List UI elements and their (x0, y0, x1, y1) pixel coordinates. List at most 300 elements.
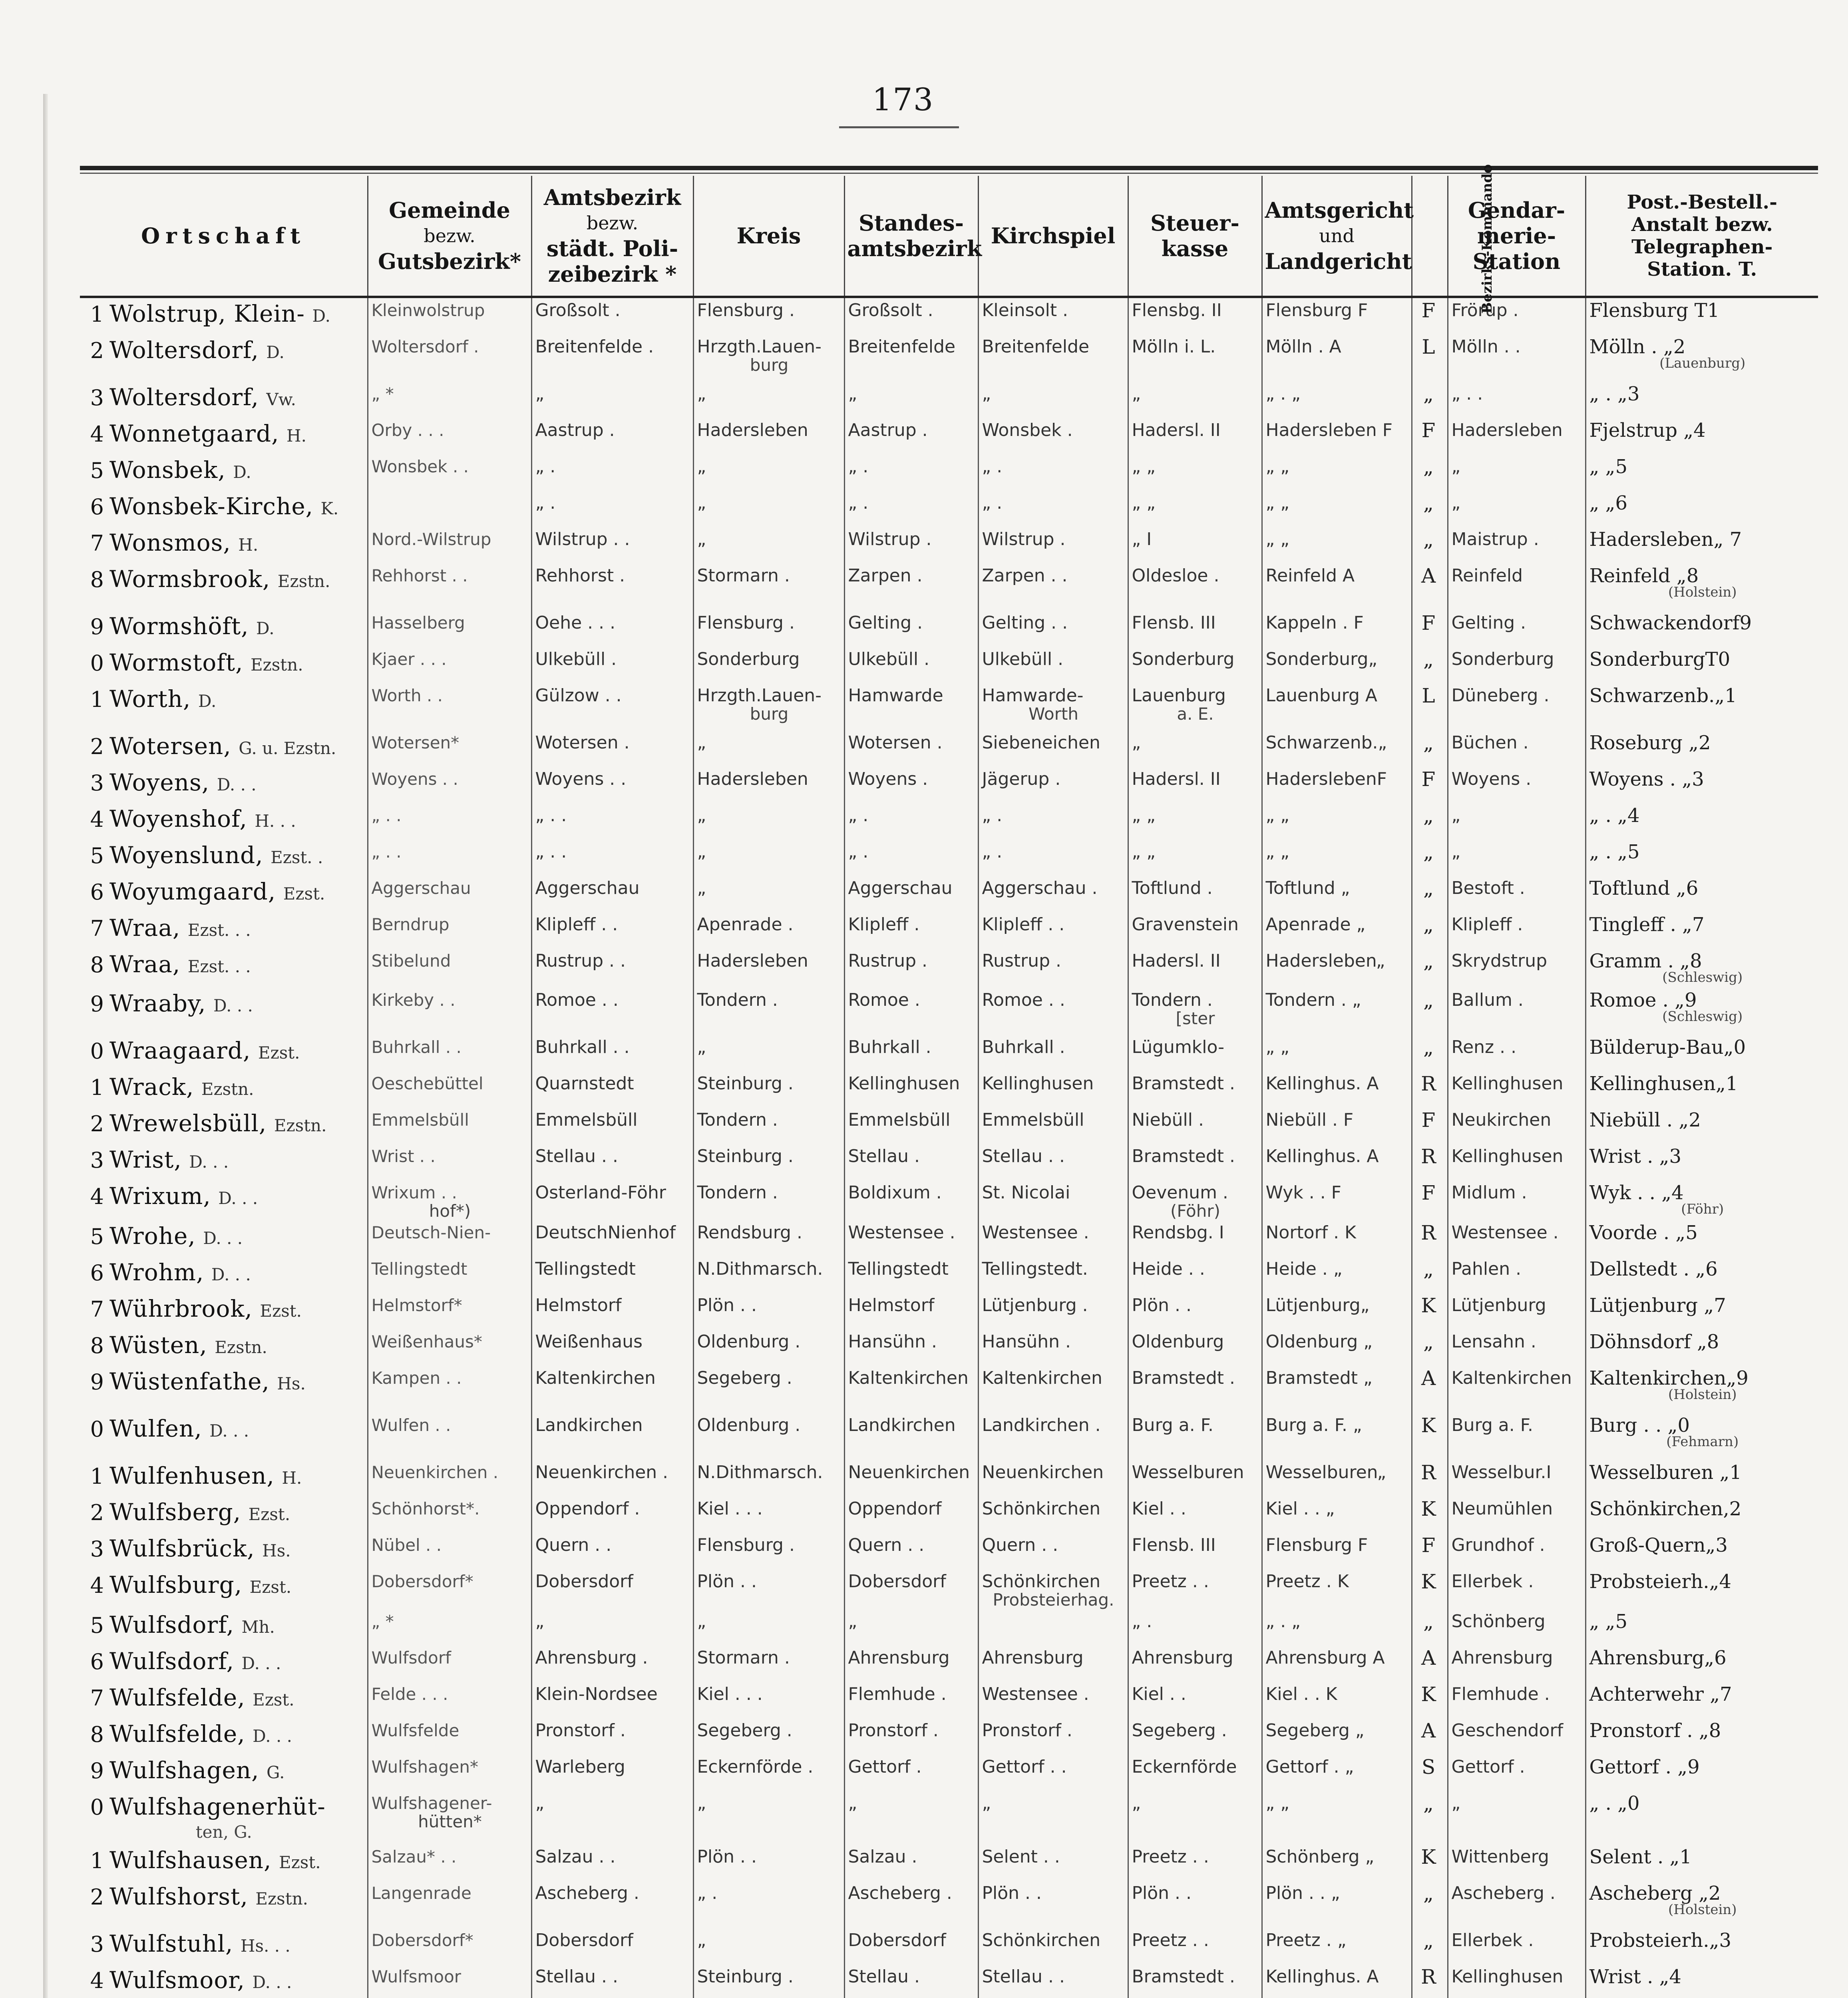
post-value: Pronstorf . „8 (1589, 1719, 1721, 1742)
place-type: D. . . (217, 775, 257, 794)
steuerkasse-cell (1128, 563, 1262, 611)
post-value: Ascheberg „2 (1589, 1882, 1721, 1904)
kreis-cell (693, 1293, 844, 1329)
standesamt-cell (844, 1497, 978, 1533)
steuerkasse-value: „ „ (1132, 456, 1156, 477)
header-gendarmerie: Gendar- merie- Station (1448, 176, 1585, 297)
steuerkasse-cell (1128, 1791, 1262, 1845)
kirchspiel-cell (978, 1791, 1128, 1845)
post-cell (1585, 418, 1818, 454)
post-cell (1585, 1845, 1818, 1881)
bezirkskommando-value: „ (1423, 1792, 1434, 1815)
amtsgericht-cell (1262, 1533, 1412, 1569)
standesamt-value: Hamwarde (848, 685, 943, 706)
amtsbezirk-cell (531, 683, 693, 730)
steuerkasse-value: „ (1132, 732, 1141, 753)
bezirkskommando-value: „ (1423, 382, 1434, 406)
standesamt-cell (844, 563, 978, 611)
bezirkskommando-value: „ (1423, 804, 1434, 827)
bezirkskommando-value: „ (1423, 1929, 1434, 1952)
steuerkasse-cell (1128, 334, 1262, 382)
row-number: 0 (90, 1039, 104, 1064)
place-name: Woltersdorf, (109, 336, 259, 364)
bezirkskommando-value: L (1422, 684, 1435, 707)
place-type: Ezst. (253, 1690, 294, 1709)
steuerkasse-cell (1128, 611, 1262, 647)
place-type: H. (286, 426, 306, 446)
place-type: Ezstn. (215, 1337, 267, 1357)
kreis-cell (693, 988, 844, 1035)
amtsgericht-cell (1262, 1220, 1412, 1257)
place-name: Wormsbrook, (109, 565, 271, 593)
amtsgericht-cell (1262, 1845, 1412, 1881)
place-type: Ezstn. (277, 571, 330, 591)
ortschaft-cell (80, 563, 368, 611)
kirchspiel-value: Jägerup . (982, 769, 1061, 789)
amtsbezirk-value: Dobersdorf (535, 1571, 633, 1592)
gendarmerie-value: Sonderburg (1451, 649, 1554, 669)
kirchspiel-cell (978, 988, 1128, 1035)
row-number: 5 (90, 843, 104, 868)
post-value: Schönkirchen,2 (1589, 1498, 1742, 1520)
bezirkskommando-cell (1412, 1144, 1448, 1180)
steuerkasse-cell (1128, 1071, 1262, 1108)
place-type: Ezst. (260, 1301, 302, 1321)
standesamt-value: Quern . . (848, 1535, 925, 1555)
bezirkskommando-cell (1412, 611, 1448, 647)
gemeinde-value: Salzau* . . (371, 1847, 457, 1867)
header-amtsgericht: Amtsgericht und Landgericht (1262, 176, 1412, 297)
standesamt-value: Zarpen . (848, 565, 923, 586)
row-number: 1 (90, 302, 104, 327)
amtsbezirk-cell (531, 1497, 693, 1533)
ortschaft-cell (80, 647, 368, 683)
steuerkasse-cell (1128, 1609, 1262, 1646)
amtsbezirk-cell (531, 454, 693, 491)
amtsgericht-value: „ „ (1265, 493, 1290, 513)
ortschaft-cell (80, 611, 368, 647)
gemeinde-continuation: hof*) (429, 1201, 471, 1220)
amtsbezirk-cell (531, 1366, 693, 1413)
kreis-cell (693, 1718, 844, 1755)
place-type: Ezst. . (271, 848, 323, 867)
amtsgericht-value: Ahrensburg A (1265, 1648, 1385, 1668)
gendarmerie-value: Ellerbek . (1451, 1571, 1534, 1592)
amtsbezirk-cell (531, 1108, 693, 1144)
gemeinde-value: Helmstorf* (371, 1296, 462, 1315)
amtsgericht-value: Kiel . . K (1265, 1684, 1337, 1704)
gendarmerie-cell (1448, 1293, 1585, 1329)
table-row (80, 988, 1818, 1035)
kreis-continuation: burg (750, 704, 789, 724)
bezirkskommando-value: K (1421, 1683, 1436, 1706)
place-name: Wrohm, (109, 1259, 204, 1286)
gemeinde-value: Kleinwolstrup (371, 300, 485, 320)
amtsbezirk-cell (531, 1144, 693, 1180)
standesamt-cell (844, 382, 978, 418)
bezirkskommando-value: „ (1423, 731, 1434, 754)
table-row (80, 647, 1818, 683)
steuerkasse-cell (1128, 647, 1262, 683)
header-gemeinde: Gemeinde bezw. Gutsbezirk* (368, 176, 531, 297)
amtsgericht-value: Flensburg F (1265, 300, 1368, 320)
steuerkasse-value: Plön . . (1132, 1295, 1192, 1315)
amtsgericht-value: Kellinghus. A (1265, 1966, 1379, 1987)
kirchspiel-value: Westensee . (982, 1684, 1089, 1704)
post-cell (1585, 1220, 1818, 1257)
kreis-value: Segeberg . (697, 1720, 792, 1741)
amtsbezirk-cell (531, 1293, 693, 1329)
kreis-value: Tondern . (697, 990, 778, 1010)
standesamt-cell (844, 1964, 978, 1998)
amtsbezirk-value: Dobersdorf (535, 1930, 633, 1950)
place-type: D. (256, 619, 275, 638)
gendarmerie-cell (1448, 1035, 1585, 1071)
kreis-value: „ (697, 1611, 706, 1632)
standesamt-value: Stellau . (848, 1146, 920, 1166)
steuerkasse-value: Heide . . (1132, 1259, 1205, 1279)
kirchspiel-value: Aggerschau . (982, 878, 1098, 898)
kirchspiel-value: „ . (982, 493, 1003, 513)
kreis-value: Apenrade . (697, 914, 794, 935)
row-number: 3 (90, 1932, 104, 1957)
gendarmerie-value: Wittenberg (1451, 1847, 1549, 1867)
post-cell (1585, 876, 1818, 912)
bezirkskommando-cell (1412, 1220, 1448, 1257)
kreis-cell (693, 730, 844, 767)
gemeinde-cell (368, 1293, 531, 1329)
gemeinde-cell (368, 563, 531, 611)
place-type: D. . . (252, 1972, 292, 1992)
amtsbezirk-value: Helmstorf (535, 1295, 622, 1315)
kirchspiel-cell (978, 1845, 1128, 1881)
post-cell (1585, 491, 1818, 527)
row-number: 3 (90, 1536, 104, 1562)
gemeinde-value: Schönhorst*. (371, 1499, 480, 1518)
table-row (80, 1881, 1818, 1928)
table-row (80, 1329, 1818, 1366)
bezirkskommando-value: „ (1423, 877, 1434, 900)
bezirkskommando-value: „ (1423, 528, 1434, 551)
kirchspiel-value: Schönkirchen (982, 1571, 1101, 1592)
table-row (80, 730, 1818, 767)
ortschaft-cell (80, 912, 368, 949)
kirchspiel-cell (978, 491, 1128, 527)
kirchspiel-value: Pronstorf . (982, 1720, 1072, 1741)
steuerkasse-cell (1128, 1533, 1262, 1569)
table-row (80, 527, 1818, 563)
amtsgericht-cell (1262, 1329, 1412, 1366)
gendarmerie-cell (1448, 563, 1585, 611)
standesamt-cell (844, 683, 978, 730)
ortschaft-cell (80, 297, 368, 334)
amtsbezirk-cell (531, 1791, 693, 1845)
row-number: 0 (90, 1417, 104, 1442)
gemeinde-cell (368, 912, 531, 949)
bezirkskommando-value: R (1421, 1965, 1436, 1988)
steuerkasse-cell (1128, 730, 1262, 767)
steuerkasse-cell (1128, 949, 1262, 988)
kreis-value: Hadersleben (697, 951, 808, 971)
kirchspiel-cell (978, 1366, 1128, 1413)
post-cell (1585, 1609, 1818, 1646)
ortschaft-cell (80, 1329, 368, 1366)
place-type: Ezstn. (201, 1079, 254, 1099)
steuerkasse-cell (1128, 1144, 1262, 1180)
steuerkasse-value: Burg a. F. (1132, 1415, 1213, 1435)
steuerkasse-cell (1128, 1718, 1262, 1755)
steuerkasse-value: Kiel . . (1132, 1684, 1186, 1704)
kreis-value: Hrzgth.Lauen- (697, 336, 822, 357)
bezirkskommando-cell (1412, 949, 1448, 988)
kirchspiel-value: Klipleff . . (982, 914, 1065, 935)
post-cell (1585, 1755, 1818, 1791)
amtsbezirk-cell (531, 730, 693, 767)
gemeinde-value: Wulfsdorf (371, 1648, 451, 1668)
ortschaft-cell (80, 1180, 368, 1220)
ortschaft-cell (80, 1791, 368, 1845)
kreis-value: Sonderburg (697, 649, 800, 669)
gendarmerie-cell (1448, 1497, 1585, 1533)
gendarmerie-value: Skrydstrup (1451, 951, 1548, 971)
amtsgericht-cell (1262, 949, 1412, 988)
table-row (80, 1413, 1818, 1460)
gemeinde-value: „ * (371, 1612, 394, 1631)
kirchspiel-cell (978, 1144, 1128, 1180)
post-value: Schwackendorf9 (1589, 612, 1752, 634)
amtsbezirk-cell (531, 803, 693, 840)
amtsbezirk-value: Rustrup . . (535, 951, 626, 971)
amtsgericht-cell (1262, 1497, 1412, 1533)
kreis-value: Hrzgth.Lauen- (697, 685, 822, 706)
bezirkskommando-value: K (1421, 1570, 1436, 1593)
amtsbezirk-value: „ . (535, 493, 556, 513)
bezirkskommando-value: „ (1423, 648, 1434, 671)
post-value: Bülderup-Bau„0 (1589, 1036, 1746, 1059)
amtsgericht-value: „ „ (1265, 1037, 1290, 1057)
bezirkskommando-cell (1412, 1497, 1448, 1533)
ortschaft-cell (80, 334, 368, 382)
post-value: Fjelstrup „4 (1589, 419, 1706, 442)
gendarmerie-value: „ (1451, 842, 1461, 862)
steuerkasse-value: „ (1132, 384, 1141, 404)
kirchspiel-cell (978, 1533, 1128, 1569)
standesamt-value: Pronstorf . (848, 1720, 939, 1741)
standesamt-value: Westensee . (848, 1222, 955, 1243)
kirchspiel-cell (978, 840, 1128, 876)
gemeinde-cell (368, 1220, 531, 1257)
place-name: Wulfsfelde, (109, 1720, 245, 1747)
post-cell (1585, 1964, 1818, 1998)
place-name: Woyumgaard, (109, 878, 276, 905)
kreis-cell (693, 611, 844, 647)
kreis-value: Kiel . . . (697, 1498, 763, 1519)
ortschaft-cell (80, 876, 368, 912)
gemeinde-cell (368, 1682, 531, 1718)
bezirkskommando-cell (1412, 1071, 1448, 1108)
steuerkasse-cell (1128, 527, 1262, 563)
ortschaft-cell (80, 1646, 368, 1682)
post-value: Groß-Quern„3 (1589, 1534, 1728, 1556)
standesamt-cell (844, 1329, 978, 1366)
gemeinde-cell (368, 1609, 531, 1646)
amtsgericht-value: Kiel . . „ (1265, 1498, 1335, 1519)
kirchspiel-value: Kellinghusen (982, 1073, 1094, 1094)
gendarmerie-value: „ . . (1451, 384, 1483, 404)
gendarmerie-value: Geschendorf (1451, 1720, 1564, 1741)
bezirkskommando-value: L (1422, 335, 1435, 358)
place-name: Wrohe, (109, 1222, 196, 1250)
steuerkasse-cell (1128, 382, 1262, 418)
gemeinde-value: Langenrade (371, 1883, 471, 1903)
kreis-cell (693, 1569, 844, 1609)
ortschaft-cell (80, 730, 368, 767)
place-type: G. (267, 1763, 285, 1782)
row-number: 2 (90, 1111, 104, 1136)
amtsbezirk-value: Pronstorf . (535, 1720, 626, 1741)
amtsbezirk-value: Oehe . . . (535, 613, 616, 633)
kirchspiel-value: Gelting . . (982, 613, 1068, 633)
post-cell (1585, 1413, 1818, 1460)
row-number: 4 (90, 807, 104, 832)
gendarmerie-value: Wesselbur.I (1451, 1462, 1552, 1483)
standesamt-value: Wotersen . (848, 732, 943, 753)
standesamt-value: Kellinghusen (848, 1073, 960, 1094)
amtsbezirk-value: Ahrensburg . (535, 1648, 648, 1668)
post-value: Wrist . „4 (1589, 1966, 1682, 1988)
amtsgericht-cell (1262, 1293, 1412, 1329)
amtsbezirk-cell (531, 1413, 693, 1460)
place-type: D. . . (211, 1265, 251, 1284)
row-number: 3 (90, 385, 104, 410)
post-value: Woyens . „3 (1589, 768, 1704, 790)
row-number: 6 (90, 1649, 104, 1674)
table-row (80, 949, 1818, 988)
kirchspiel-cell (978, 454, 1128, 491)
ortschaft-cell (80, 803, 368, 840)
kreis-cell (693, 454, 844, 491)
gemeinde-value: Dobersdorf* (371, 1572, 473, 1591)
standesamt-cell (844, 912, 978, 949)
table-row (80, 803, 1818, 840)
bezirkskommando-value: „ (1423, 455, 1434, 478)
amtsbezirk-cell (531, 1609, 693, 1646)
place-name: Woyens, (109, 769, 210, 796)
steuerkasse-value: „ (1132, 1793, 1141, 1813)
place-type: Ezstn. (255, 1889, 308, 1908)
kreis-value: Eckernförde . (697, 1757, 814, 1777)
header-post: Post.-Bestell.- Anstalt bezw. Telegraphen- Station. T. (1585, 176, 1818, 297)
standesamt-cell (844, 1413, 978, 1460)
gemeinde-cell (368, 1071, 531, 1108)
row-number: 4 (90, 1573, 104, 1598)
gendarmerie-value: Lensahn . (1451, 1331, 1536, 1352)
standesamt-value: „ (848, 384, 857, 404)
kirchspiel-cell (978, 1460, 1128, 1497)
place-type: Ezst. (249, 1577, 292, 1597)
kreis-cell (693, 334, 844, 382)
amtsgericht-cell (1262, 1257, 1412, 1293)
post-note: (Holstein) (1668, 584, 1737, 600)
post-value: Kaltenkirchen„9 (1589, 1367, 1749, 1389)
table-header-row (80, 176, 1818, 297)
amtsbezirk-value: „ (535, 1611, 545, 1632)
kreis-value: „ (697, 732, 706, 753)
ortschaft-cell (80, 527, 368, 563)
kreis-cell (693, 1460, 844, 1497)
gemeinde-cell (368, 1035, 531, 1071)
steuerkasse-cell (1128, 454, 1262, 491)
gendarmerie-value: Kellinghusen (1451, 1966, 1564, 1987)
ortschaft-cell (80, 418, 368, 454)
kreis-cell (693, 767, 844, 803)
bezirkskommando-value: F (1421, 768, 1436, 791)
gemeinde-cell (368, 454, 531, 491)
ortschaft-cell (80, 491, 368, 527)
post-value: „ „5 (1589, 1610, 1628, 1633)
bezirkskommando-cell (1412, 1293, 1448, 1329)
steuerkasse-cell (1128, 1366, 1262, 1413)
kreis-continuation: burg (750, 355, 789, 375)
amtsgericht-cell (1262, 683, 1412, 730)
amtsgericht-value: Sonderburg„ (1265, 649, 1378, 669)
gemeinde-cell (368, 1257, 531, 1293)
gendarmerie-cell (1448, 454, 1585, 491)
gendarmerie-cell (1448, 1569, 1585, 1609)
row-number: 7 (90, 1686, 104, 1711)
amtsgericht-cell (1262, 1071, 1412, 1108)
ortschaft-cell (80, 1497, 368, 1533)
kreis-value: Steinburg . (697, 1146, 794, 1166)
steuerkasse-value: Mölln i. L. (1132, 336, 1216, 357)
kreis-cell (693, 1964, 844, 1998)
post-cell (1585, 1035, 1818, 1071)
place-name: Wulfsburg, (109, 1571, 243, 1598)
header-bezirkskommando: Bezirks-Kommando (1412, 176, 1448, 297)
amtsgericht-cell (1262, 1682, 1412, 1718)
post-value: Hadersleben„ 7 (1589, 528, 1742, 551)
place-name: Wührbrook, (109, 1295, 253, 1322)
amtsbezirk-cell (531, 767, 693, 803)
table-row (80, 840, 1818, 876)
place-name: Wulfshagen, (109, 1757, 259, 1784)
gemeinde-value: Wotersen* (371, 733, 460, 752)
gemeinde-value: Nord.-Wilstrup (371, 529, 491, 549)
bezirkskommando-value: K (1421, 1414, 1436, 1437)
amtsgericht-value: Burg a. F. „ (1265, 1415, 1362, 1435)
amtsgericht-cell (1262, 647, 1412, 683)
bezirkskommando-value: R (1421, 1221, 1436, 1244)
row-number: 3 (90, 1148, 104, 1173)
post-cell (1585, 1533, 1818, 1569)
bezirkskommando-value: „ (1423, 1610, 1434, 1633)
kirchspiel-value: Stellau . . (982, 1146, 1065, 1166)
table-row (80, 611, 1818, 647)
post-value: Tingleff . „7 (1589, 913, 1705, 936)
gendarmerie-cell (1448, 1460, 1585, 1497)
table-row (80, 912, 1818, 949)
bezirkskommando-cell (1412, 730, 1448, 767)
amtsgericht-cell (1262, 527, 1412, 563)
kreis-cell (693, 1533, 844, 1569)
gemeinde-cell (368, 1180, 531, 1220)
gemeinde-cell (368, 527, 531, 563)
kirchspiel-continuation: Worth (1028, 704, 1079, 724)
bezirkskommando-value: R (1421, 1072, 1436, 1095)
kirchspiel-value: „ (982, 1793, 991, 1813)
amtsgericht-cell (1262, 1609, 1412, 1646)
amtsgericht-cell (1262, 611, 1412, 647)
